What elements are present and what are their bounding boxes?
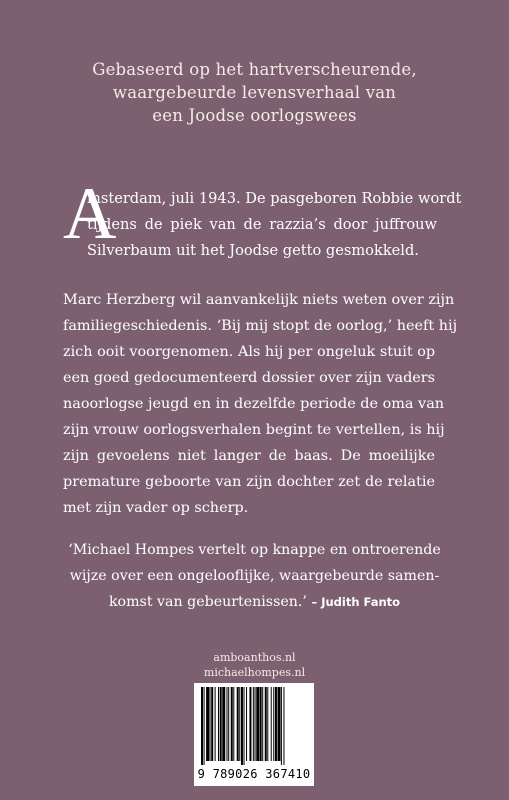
barcode-bar	[215, 687, 216, 761]
synopsis-line: zijn vrouw oorlogsverhalen begint te vertellen, is hij	[63, 422, 445, 438]
barcode	[194, 683, 314, 786]
barcode-bar	[227, 687, 228, 761]
synopsis-line: met zijn vader op scherp.	[63, 500, 249, 516]
barcode-bar	[210, 687, 211, 761]
barcode-bar	[211, 687, 213, 761]
barcode-bar	[220, 687, 222, 761]
barcode-bar	[239, 687, 240, 761]
barcode-bar	[283, 687, 284, 765]
quote-line: wijze over een ongelooflijke, waargebeurde samen-	[69, 568, 440, 584]
barcode-bars	[200, 687, 308, 765]
barcode-bar	[231, 687, 233, 761]
barcode-bar	[244, 687, 245, 765]
synopsis-line: zich ooit voorgenomen. Als hij per ongeluk stuit op	[63, 344, 436, 360]
barcode-bar	[262, 687, 263, 761]
intro-line: tijdens de piek van de razzia’s door juffrouw	[87, 216, 437, 233]
quote-line-last	[40, 589, 469, 615]
tagline-line: een Joodse oorlogswees	[152, 106, 357, 125]
tagline-line: Gebaseerd op het hartverscheurende,	[92, 60, 417, 79]
barcode-bar	[281, 687, 282, 765]
barcode-bar	[204, 687, 205, 765]
barcode-bar	[256, 687, 259, 761]
barcode-bar	[273, 687, 274, 761]
synopsis-paragraph	[63, 287, 458, 521]
publisher-urls	[150, 650, 359, 680]
synopsis-line: familiegeschiedenis. ‘Bij mij stopt de oorlog,’ heeft hij	[63, 318, 458, 334]
barcode-bar	[222, 687, 225, 761]
tagline-line: waargebeurde levensverhaal van	[112, 83, 397, 102]
barcode-bar	[271, 687, 272, 761]
quote-author: – Judith Fanto	[311, 595, 401, 609]
synopsis-line: Marc Herzberg wil aanvankelijk niets weten over zijn	[63, 292, 455, 308]
barcode-bar	[255, 687, 256, 761]
synopsis-line: naoorlogse jeugd en in dezelfde periode de oma van	[63, 396, 445, 412]
barcode-bar	[201, 687, 203, 765]
barcode-bar	[233, 687, 234, 761]
isbn-number: 9 789026 367410	[197, 767, 311, 781]
synopsis-line: een goed gedocumenteerd dossier over zijn vaders	[63, 370, 436, 386]
intro-paragraph	[87, 186, 462, 264]
intro-line: msterdam, juli 1943. De pasgeboren Robbie wordt	[87, 190, 462, 207]
barcode-bar	[246, 687, 247, 761]
barcode-bar	[206, 687, 209, 761]
barcode-bar	[237, 687, 239, 761]
drop-cap: A	[63, 173, 117, 255]
barcode-bar	[249, 687, 251, 761]
author-url: michaelhompes.nl	[203, 666, 306, 679]
barcode-bar	[278, 687, 281, 761]
barcode-bar	[275, 687, 277, 761]
intro-line: Silverbaum uit het Joodse getto gesmokkeld.	[87, 242, 419, 259]
barcode-bar	[218, 687, 219, 761]
review-quote	[40, 537, 469, 615]
barcode-bar	[241, 687, 243, 765]
barcode-bar	[260, 687, 262, 761]
synopsis-line: premature geboorte van zijn dochter zet de relatie	[63, 474, 435, 490]
quote-line: ‘Michael Hompes vertelt op knappe en ontroerende	[68, 542, 441, 558]
barcode-bar	[265, 687, 267, 761]
synopsis-line: zijn gevoelens niet langer de baas. De moeilijke	[63, 448, 435, 464]
tagline	[40, 58, 469, 127]
barcode-bar	[253, 687, 254, 761]
publisher-url: amboanthos.nl	[213, 651, 296, 664]
barcode-bar	[228, 687, 229, 761]
quote-line: komst van gebeurtenissen.’	[108, 594, 307, 610]
barcode-bar	[267, 687, 268, 761]
